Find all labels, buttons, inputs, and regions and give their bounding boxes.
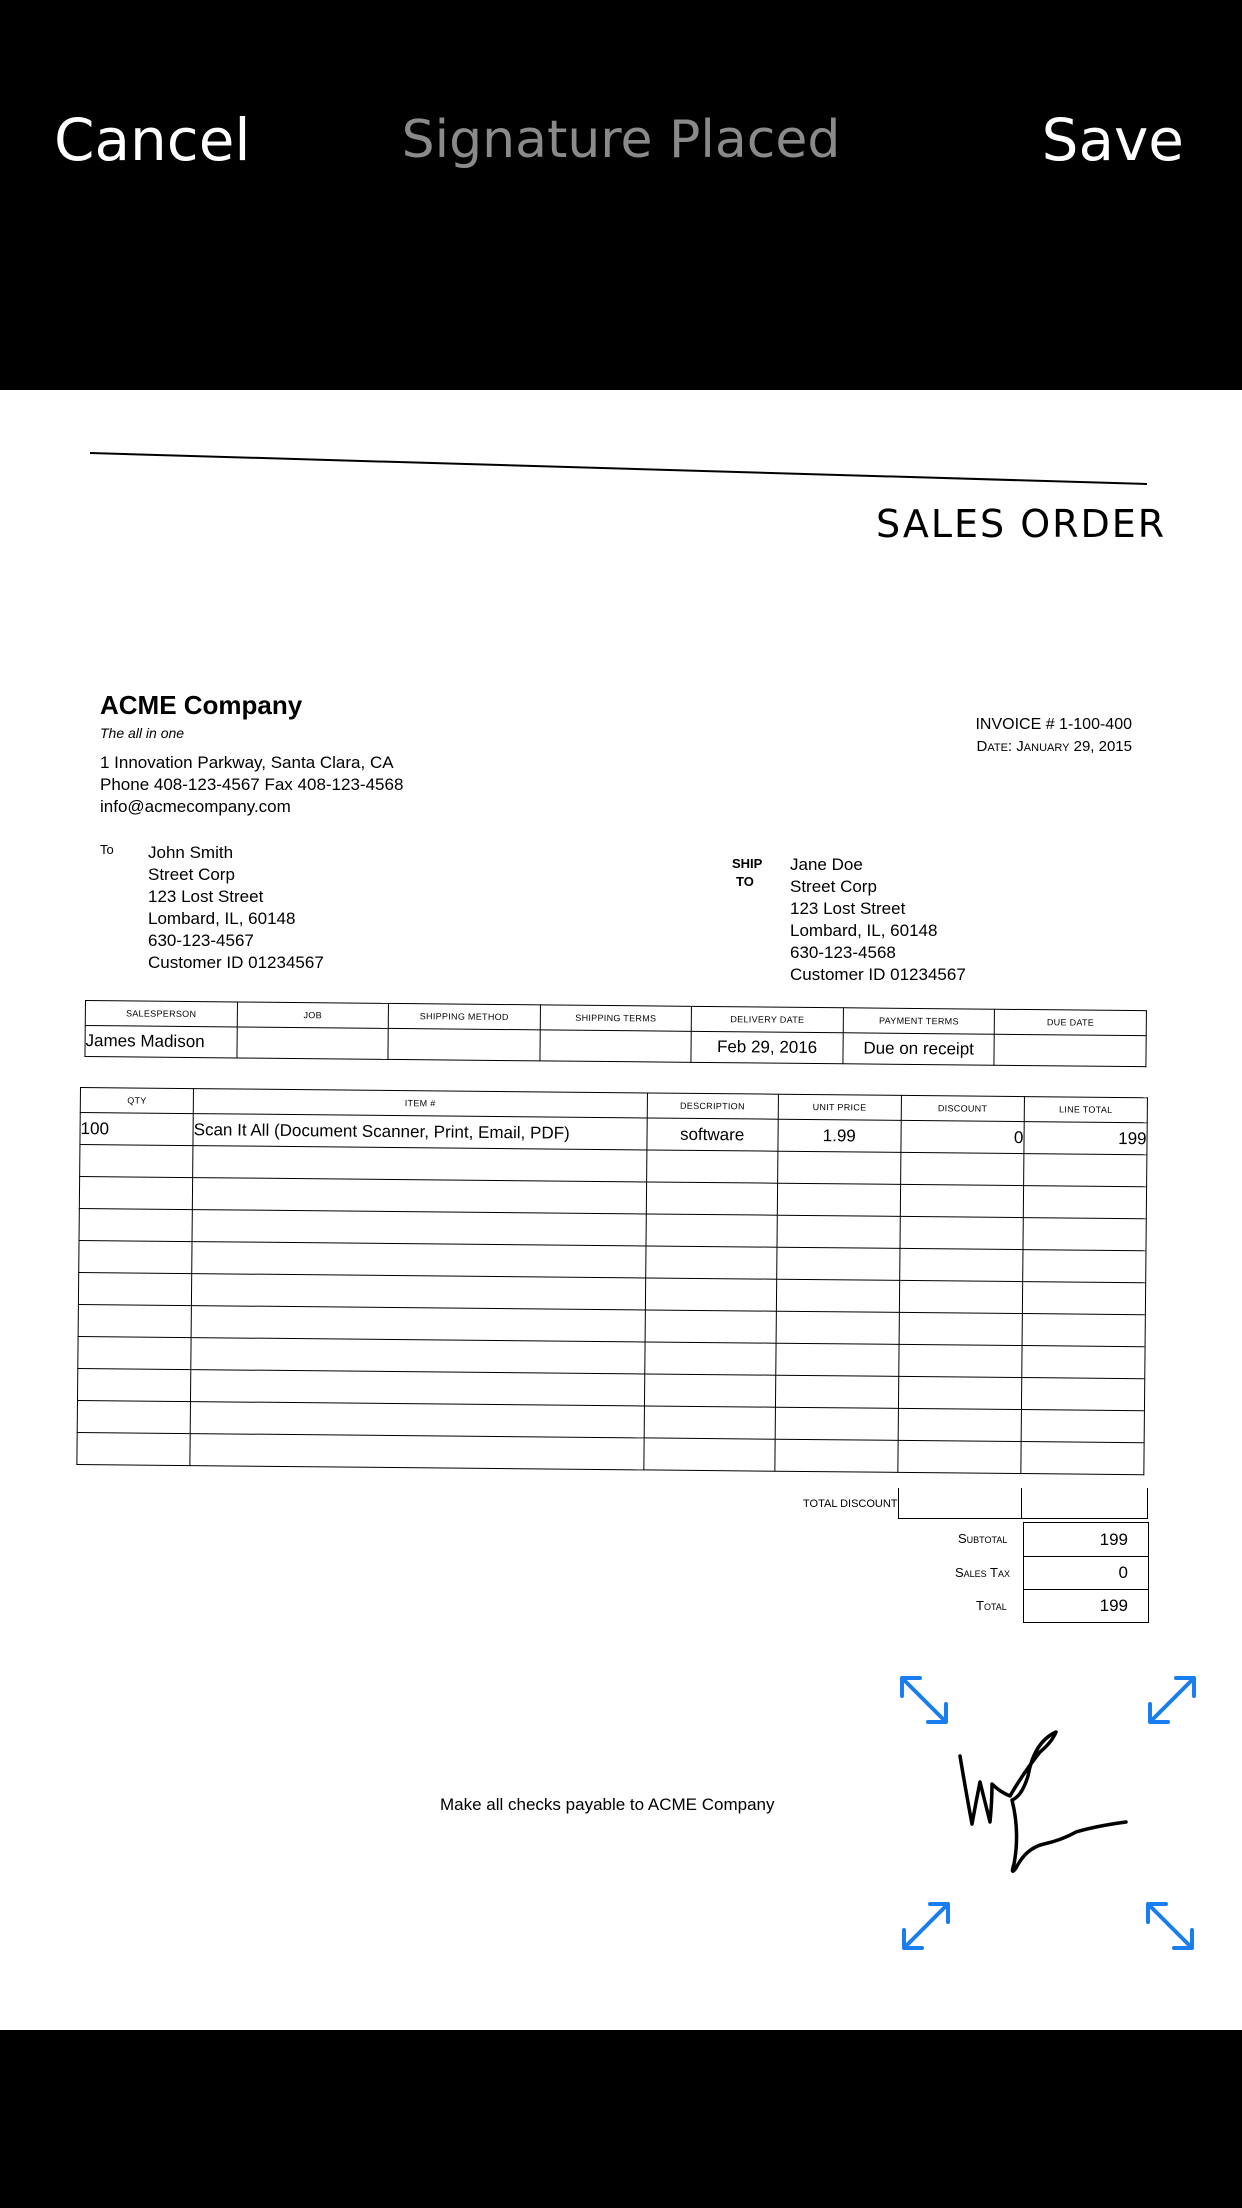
scan-edge-line [0,390,1242,490]
resize-handle-bottom-left-icon[interactable] [896,1898,954,1956]
value-job [237,1027,389,1059]
header-job: JOB [237,1002,389,1028]
page-title: Signature Placed [401,110,841,170]
to-line: 123 Lost Street [148,887,264,906]
to-address [148,842,324,974]
ship-to-line: 630-123-4568 [790,943,896,962]
value-shipping-terms [540,1030,692,1062]
to-line: Lombard, IL, 60148 [148,909,296,928]
sales-tax-value: 0 [1024,1557,1148,1590]
ship-to-line: 123 Lost Street [790,899,906,918]
totals-box [1023,1522,1149,1623]
header-discount: DISCOUNT [901,1095,1024,1121]
item-cell: Scan It All (Document Scanner, Print, Email, PDF) [193,1114,647,1150]
subtotal-value: 199 [1024,1523,1148,1557]
bottom-bar [0,2030,1242,2208]
ship-to-line: Jane Doe [790,855,863,874]
header-delivery-date: DELIVERY DATE [691,1006,843,1032]
signature-placement[interactable] [896,1672,1204,1956]
company-phone-fax: Phone 408-123-4567 Fax 408-123-4568 [100,775,404,794]
description-cell: software [646,1118,777,1151]
items-table [76,1087,1148,1475]
header-unit-price: UNIT PRICE [778,1094,901,1120]
ship-to-address [790,854,966,986]
discount-cell: 0 [901,1120,1024,1153]
header-shipping-method: SHIPPING METHOD [388,1003,540,1029]
resize-handle-top-left-icon[interactable] [896,1672,954,1730]
document-page [0,390,1242,2030]
total-value: 199 [1099,1596,1128,1615]
invoice-date: Date: January 29, 2015 [976,738,1132,755]
value-payment-terms: Due on receipt [843,1033,995,1065]
total-discount-label: TOTAL DISCOUNT [803,1498,898,1510]
to-line: Street Corp [148,865,235,884]
invoice-number: INVOICE # 1-100-400 [975,716,1132,733]
unit-price-cell: 1.99 [778,1119,901,1152]
ship-to-line: Customer ID 01234567 [790,965,966,984]
resize-handle-bottom-right-icon[interactable] [1142,1898,1200,1956]
ship-label: SHIP [732,856,763,871]
to-line: John Smith [148,843,234,862]
header-description: DESCRIPTION [647,1093,778,1119]
header-due-date: DUE DATE [995,1009,1147,1035]
ship-to-label: TO [736,874,754,889]
navigation-bar [0,0,1242,390]
qty-cell: 100 [80,1113,193,1146]
line-total-cell: 199 [1024,1122,1147,1155]
header-shipping-terms: SHIPPING TERMS [540,1005,692,1031]
save-button[interactable]: Save [1042,100,1184,180]
total-label: Total [976,1598,1007,1613]
value-shipping-method [388,1028,540,1060]
order-info-table [84,1000,1146,1067]
resize-handle-top-right-icon[interactable] [1142,1672,1200,1730]
to-line: Customer ID 01234567 [148,953,324,972]
document-heading: SALES ORDER [876,502,1167,546]
total-discount-box [898,1488,1148,1519]
company-address: 1 Innovation Parkway, Santa Clara, CA [100,753,394,772]
company-tagline: The all in one [100,725,185,741]
value-delivery-date: Feb 29, 2016 [691,1031,843,1063]
value-salesperson: James Madison [85,1026,237,1058]
header-line-total: LINE TOTAL [1024,1097,1147,1123]
company-name: ACME Company [100,690,303,720]
subtotal-label: Subtotal [958,1531,1008,1546]
value-due-date [994,1034,1146,1066]
cancel-button[interactable]: Cancel [54,100,251,180]
ship-to-line: Street Corp [790,877,877,896]
ship-to-line: Lombard, IL, 60148 [790,921,938,940]
header-salesperson: SALESPERSON [85,1001,237,1027]
to-label: To [100,842,114,857]
company-email: info@acmecompany.com [100,797,291,816]
to-line: 630-123-4567 [148,931,254,950]
sales-tax-label: Sales Tax [955,1565,1011,1580]
header-payment-terms: PAYMENT TERMS [843,1008,995,1034]
header-qty: QTY [80,1088,193,1114]
header-item: ITEM # [193,1089,647,1118]
footer-note: Make all checks payable to ACME Company [440,1795,775,1814]
